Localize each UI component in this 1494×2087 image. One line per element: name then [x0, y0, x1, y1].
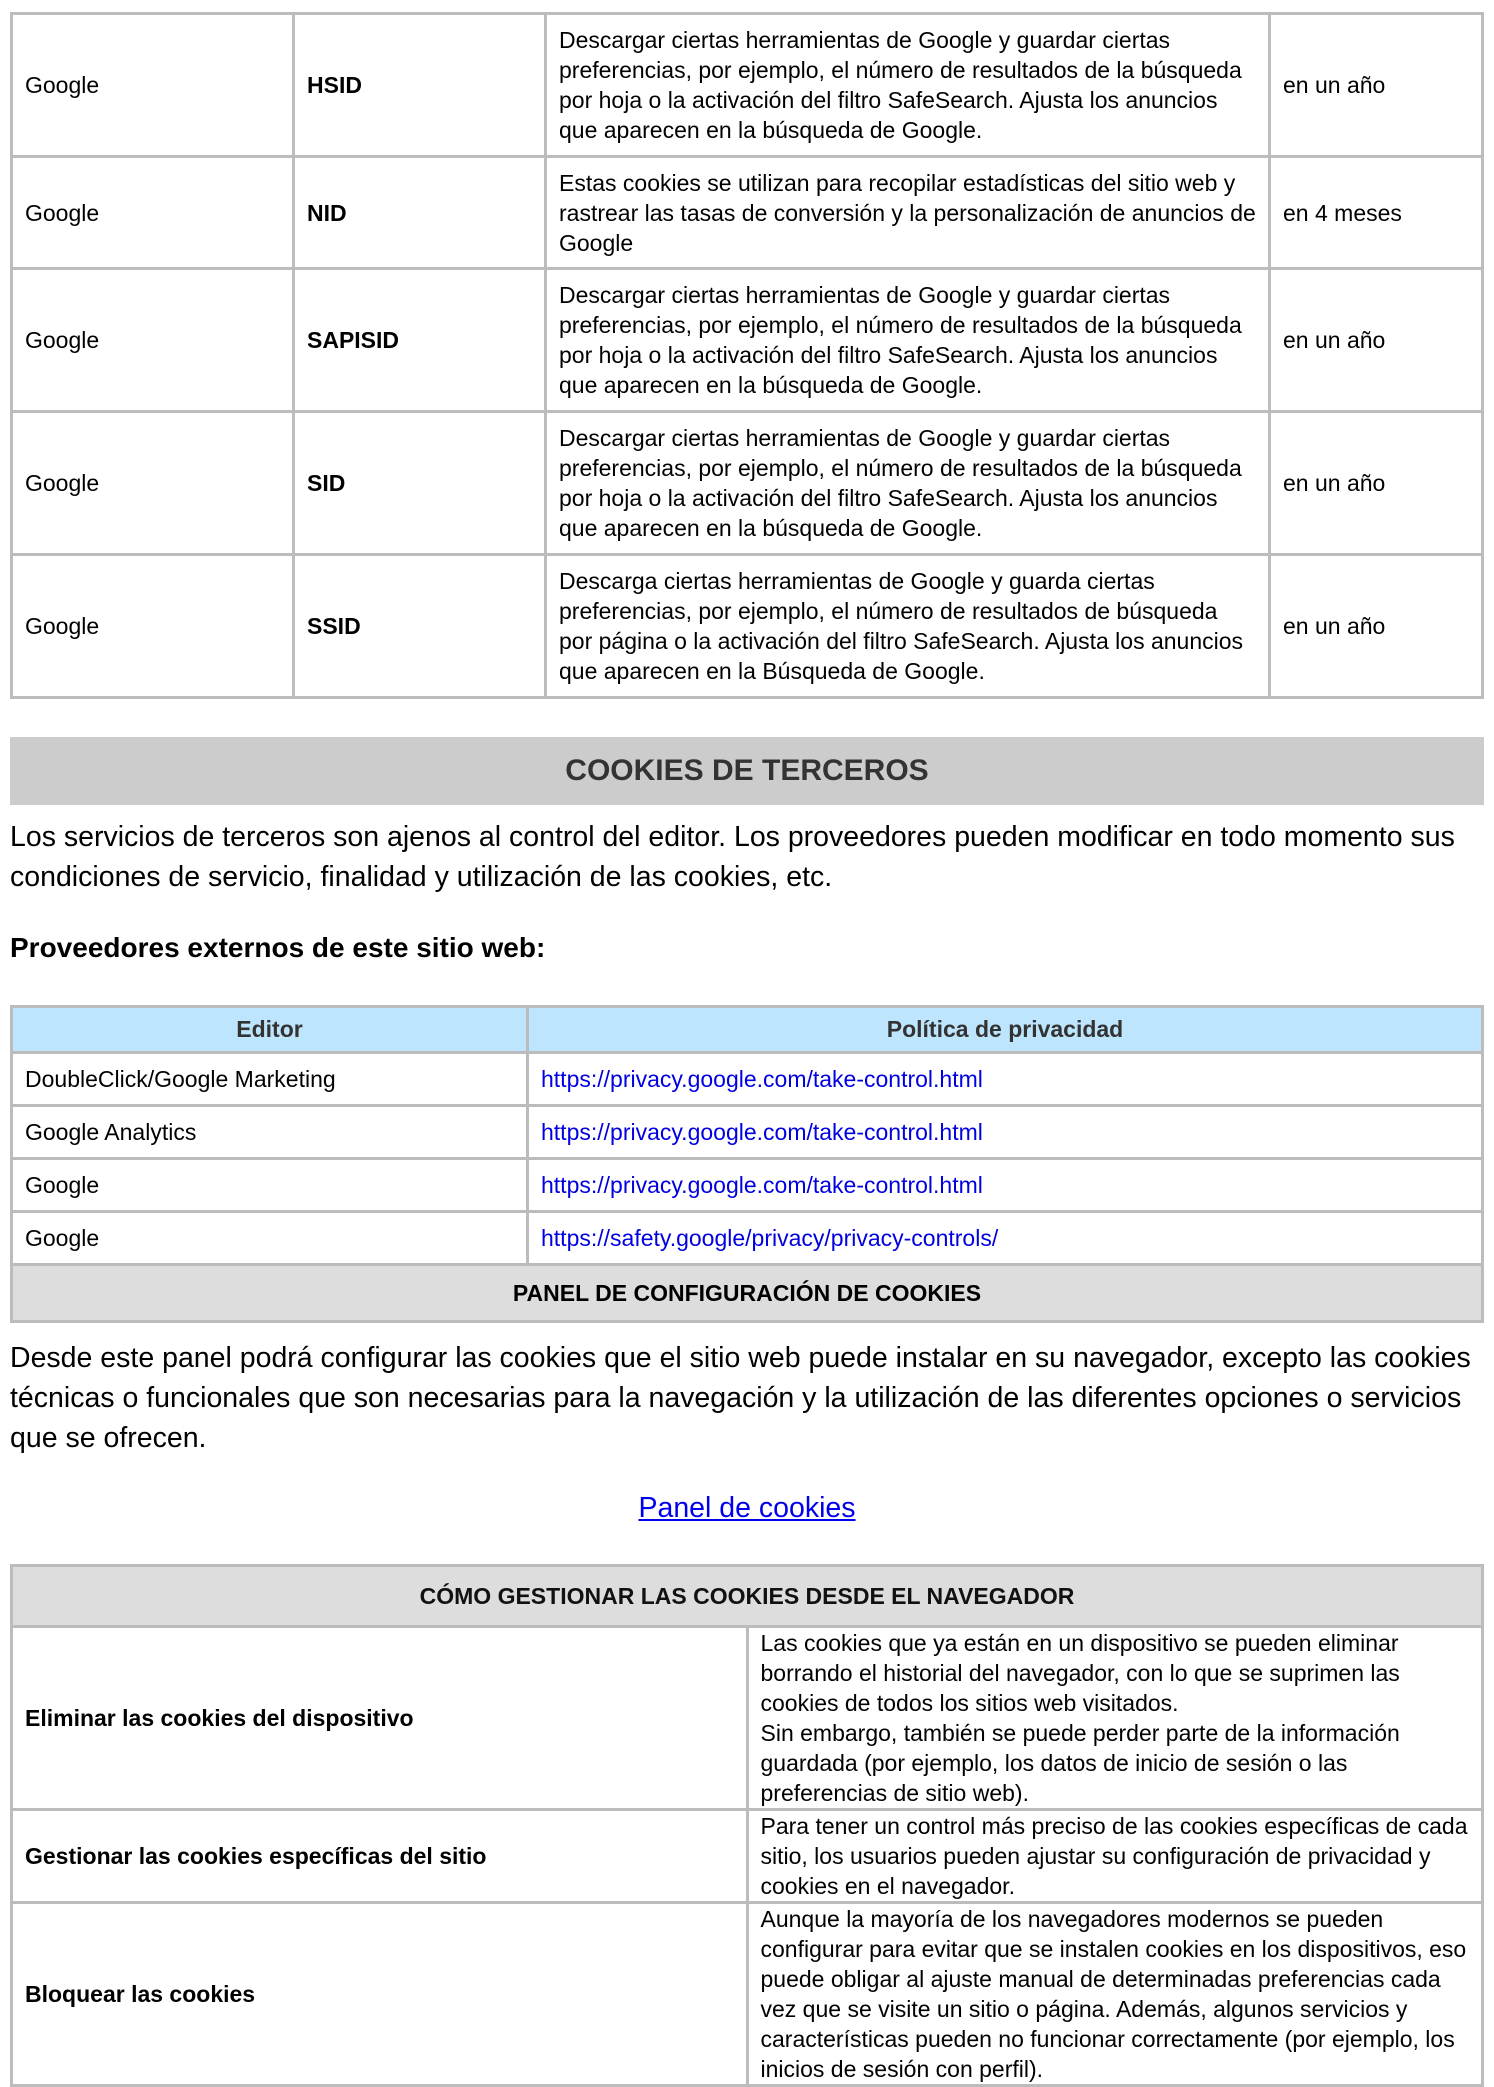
privacy-policy-link[interactable]: https://privacy.google.com/take-control.html [541, 1171, 983, 1198]
management-action: Bloquear las cookies [12, 1903, 748, 2086]
cookie-name: SSID [294, 555, 546, 698]
cookie-expiry: en un año [1270, 555, 1483, 698]
provider-editor: Google Analytics [12, 1106, 528, 1159]
cookie-provider: Google [12, 269, 294, 412]
cookie-expiry: en 4 meses [1270, 157, 1483, 269]
table-header-row [12, 1007, 1483, 1053]
section-title-third-party: COOKIES DE TERCEROS [10, 737, 1484, 805]
table-row [12, 157, 1483, 269]
table-row [12, 1053, 1483, 1106]
table-row [12, 1627, 1483, 1810]
table-row [12, 1106, 1483, 1159]
cookie-purpose: Estas cookies se utilizan para recopilar estadísticas del sitio web y rastrear las tasas de conversión y la personalización de anuncios de Google [546, 157, 1270, 269]
config-panel-description: Desde este panel podrá configurar las cookies que el sitio web puede instalar en su navegador, excepto las cookies técnicas o funcionales que son necesarias para la navegación y la utilización de las diferentes opciones o servicios que se ofrecen. [10, 1342, 1471, 1454]
cookie-name: SID [294, 412, 546, 555]
cookie-expiry: en un año [1270, 269, 1483, 412]
management-action: Gestionar las cookies específicas del sitio [12, 1810, 748, 1903]
cookie-purpose: Descargar ciertas herramientas de Google y guardar ciertas preferencias, por ejemplo, el número de resultados de la búsqueda por hoja o la activación del filtro SafeSearch. Ajusta los anuncios que aparecen en la búsqueda de Google. [546, 269, 1270, 412]
provider-editor: Google [12, 1159, 528, 1212]
table-row [12, 14, 1483, 157]
table-header-row [12, 1566, 1483, 1627]
management-description: Aunque la mayoría de los navegadores modernos se pueden configurar para evitar que se instalen cookies en los dispositivos, eso puede obligar al ajuste manual de determinadas preferencias cada vez que se visite un sitio o página. Además, algunos servicios y características pueden no funcionar correctamente (por ejemplo, los inicios de sesión con perfil). [747, 1903, 1483, 2086]
providers-table [10, 1005, 1484, 1323]
cookie-purpose: Descarga ciertas herramientas de Google y guarda ciertas preferencias, por ejemplo, el número de resultados de búsqueda por página o la activación del filtro SafeSearch. Ajusta los anuncios que aparecen en la Búsqueda de Google. [546, 555, 1270, 698]
cookie-purpose: Descargar ciertas herramientas de Google y guardar ciertas preferencias, por ejemplo, el número de resultados de la búsqueda por hoja o la activación del filtro SafeSearch. Ajusta los anuncios que aparecen en la búsqueda de Google. [546, 412, 1270, 555]
table-row [12, 1212, 1483, 1265]
cookie-provider: Google [12, 555, 294, 698]
cookie-name: SAPISID [294, 269, 546, 412]
management-description [747, 1627, 1483, 1810]
column-header-editor: Editor [12, 1007, 528, 1053]
table-row [12, 412, 1483, 555]
browser-management-title: CÓMO GESTIONAR LAS COOKIES DESDE EL NAVEGADOR [12, 1566, 1483, 1627]
providers-heading: Proveedores externos de este sitio web: [10, 932, 546, 963]
table-row [12, 269, 1483, 412]
cookie-expiry: en un año [1270, 14, 1483, 157]
provider-editor: DoubleClick/Google Marketing [12, 1053, 528, 1106]
privacy-policy-link[interactable]: https://safety.google/privacy/privacy-controls/ [541, 1224, 999, 1251]
cookie-name: NID [294, 157, 546, 269]
privacy-policy-link[interactable]: https://privacy.google.com/take-control.html [541, 1118, 983, 1145]
table-row [12, 1810, 1483, 1903]
cookie-provider: Google [12, 14, 294, 157]
cookie-provider: Google [12, 412, 294, 555]
cookie-expiry: en un año [1270, 412, 1483, 555]
table-row [12, 1159, 1483, 1212]
table-row [12, 555, 1483, 698]
cookie-purpose: Descargar ciertas herramientas de Google y guardar ciertas preferencias, por ejemplo, el número de resultados de la búsqueda por hoja o la activación del filtro SafeSearch. Ajusta los anuncios que aparecen en la búsqueda de Google. [546, 14, 1270, 157]
management-description: Para tener un control más preciso de las cookies específicas de cada sitio, los usuarios pueden ajustar su configuración de privacidad y cookies en el navegador. [747, 1810, 1483, 1903]
management-action: Eliminar las cookies del dispositivo [12, 1627, 748, 1810]
cookie-panel-link[interactable]: Panel de cookies [638, 1492, 856, 1524]
cookie-name: HSID [294, 14, 546, 157]
privacy-policy-link[interactable]: https://privacy.google.com/take-control.html [541, 1065, 983, 1092]
config-panel-heading: PANEL DE CONFIGURACIÓN DE COOKIES [12, 1265, 1483, 1322]
cookies-table [10, 12, 1484, 699]
provider-editor: Google [12, 1212, 528, 1265]
table-row [12, 1265, 1483, 1322]
management-text-2: Sin embargo, también se puede perder parte de la información guardada (por ejemplo, los datos de inicio de sesión o las preferencias de sitio web). [760, 1720, 1400, 1806]
column-header-policy: Política de privacidad [528, 1007, 1483, 1053]
cookie-panel-link-wrapper [0, 1492, 1494, 1525]
cookie-provider: Google [12, 157, 294, 269]
table-row [12, 1903, 1483, 2086]
browser-management-table [10, 1564, 1484, 2087]
management-text: Las cookies que ya están en un dispositivo se pueden eliminar borrando el historial del navegador, con lo que se suprimen las cookies de todos los sitios web visitados. [760, 1630, 1400, 1716]
third-party-intro: Los servicios de terceros son ajenos al control del editor. Los proveedores pueden modificar en todo momento sus condiciones de servicio, finalidad y utilización de las cookies, etc. [10, 821, 1455, 893]
